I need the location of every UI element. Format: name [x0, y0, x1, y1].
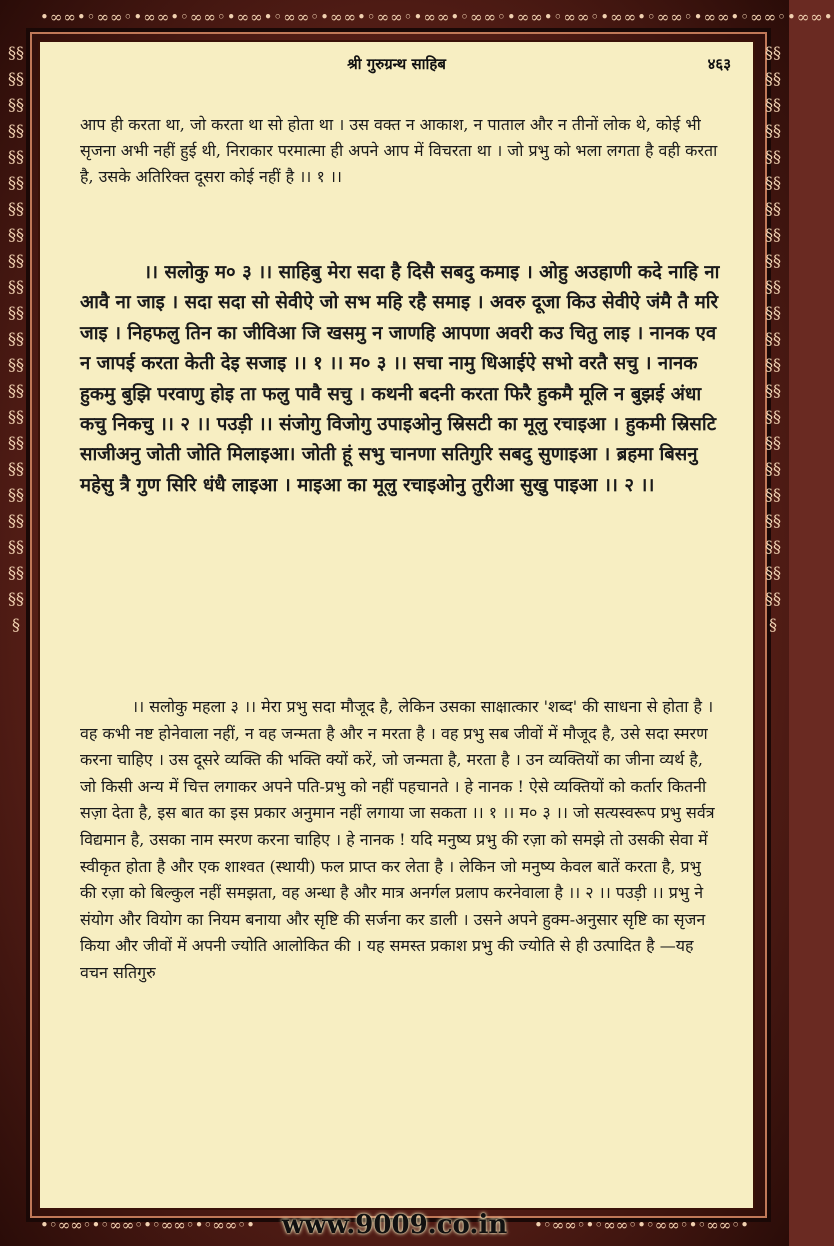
- website-link[interactable]: www.9009.co.in: [281, 1210, 508, 1240]
- top-ornament-border: •∞∞•◦∞∞◦•∞∞•◦∞∞◦•∞∞•◦∞∞◦•∞∞•◦∞∞◦•∞∞•◦∞∞◦•∞∞•◦∞∞◦•∞∞•◦∞∞◦•∞∞•◦∞∞◦•∞∞•: [40, 8, 834, 26]
- page-number: ४६३: [707, 55, 731, 73]
- translation-paragraph: ।। सलोकु महला ३ ।। मेरा प्रभु सदा मौजूद है, लेकिन उसका साक्षात्कार 'शब्द' की साधना से होता है । वह कभी नष्ट होनेवाला नहीं, न वह जन्मता है और न मरता है । वह प्रभु सब जीवों में मौजूद है, उसे सदा स्मरण करना चाहिए । उस दूसरे व्यक्ति की भक्ति क्यों करें, जो जन्मता है, मरता है । उन व्यक्तियों का जीना व्यर्थ है, जो किसी अन्य में चित्त लगाकर अपने पति-प्रभु को नहीं पहचानते । हे नानक ! ऐसे व्यक्तियों को कर्तार कितनी सज़ा देता है, इस बात का इस प्रकार अनुमान नहीं लगाया जा सकता ।। १ ।। म० ३ ।। जो सत्यस्वरूप प्रभु सर्वत्र विद्यमान है, उसका नाम स्मरण करना चाहिए । हे नानक ! यदि मनुष्य प्रभु की रज़ा को समझे तो उसकी सेवा में स्वीकृत होता है और एक शाश्वत (स्थायी) फल प्राप्त कर लेता है । लेकिन जो मनुष्य केवल बातें करता है, प्रभु की रज़ा को बिल्कुल नहीं समझता, वह अन्धा है और मात्र अनर्गल प्रलाप करनेवाला है ।। २ ।। पउड़ी ।। प्रभु ने संयोग और वियोग का नियम बनाया और सृष्टि की सर्जना कर डाली । उसने अपने हुक्म-अनुसार सृष्टि का सृजन किया और जीवों में अपनी ज्योति आलोकित की । यह समस्त प्रकाश प्रभु की ज्योति से ही उत्पादित है —यह वचन सतिगुरु: [80, 697, 715, 982]
- footer-ornament-right: •◦∞∞◦•◦∞∞◦•◦∞∞◦•◦∞∞◦•: [534, 1216, 749, 1234]
- footer-ornament-left: •◦∞∞◦•◦∞∞◦•◦∞∞◦•◦∞∞◦•: [40, 1216, 255, 1234]
- page-title: श्री गुरुग्रन्थ साहिब: [347, 55, 446, 73]
- scripture-page: [38, 40, 755, 1210]
- gurmukhi-verse-paragraph: ।। सलोकु म० ३ ।। साहिबु मेरा सदा है दिसै सबदु कमाइ । ओहु अउहाणी कदे नाहि ना आवै ना जाइ । सदा सदा सो सेवीऐ जो सभ महि रहै समाइ । अवरु दूजा किउ सेवीऐ जंमै तै मरि जाइ । निहफलु तिन का जीविआ जि खसमु न जाणहि आपणा अवरी कउ चितु लाइ । नानक एव न जापई करता केती देइ सजाइ ।। १ ।। म० ३ ।। सचा नामु धिआईऐ सभो वरतै सचु । नानक हुकमु बुझि परवाणु होइ ता फलु पावै सचु । कथनी बदनी करता फिरै हुकमै मूलि न बुझई अंधा कचु निकचु ।। २ ।। पउड़ी ।। संजोगु विजोगु उपाइओनु स्रिसटी का मूलु रचाइआ । हुकमी स्रिसटि साजीअनु जोती जोति मिलाइआ। जोती हूं सभु चानणा सतिगुरि सबदु सुणाइआ । ब्रहमा बिसनु महेसु त्रै गुण सिरि धंधै लाइआ । माइआ का मूलु रचाइओनु तुरीआ सुखु पाइआ ।। २ ।।: [80, 262, 720, 496]
- translation-paragraph-continued: आप ही करता था, जो करता था सो होता था । उस वक्त न आकाश, न पाताल और न तीनों लोक थे, कोई भी सृजना अभी नहीं हुई थी, निराकार परमात्मा ही अपने आप में विचरता था । जो प्रभु को भला लगता है वही करता है, उसके अतिरिक्त दूसरा कोई नहीं है ।। १ ।।: [80, 115, 718, 186]
- right-ornament-border: §§§§§§§§§§§§§§§§§§§§§§§§§§§§§§§§§§§§§§§§§§§§§: [765, 43, 781, 634]
- left-ornament-border: §§§§§§§§§§§§§§§§§§§§§§§§§§§§§§§§§§§§§§§§§§§§§: [8, 43, 24, 634]
- page-footer: [0, 1212, 789, 1242]
- page-header: [40, 54, 753, 80]
